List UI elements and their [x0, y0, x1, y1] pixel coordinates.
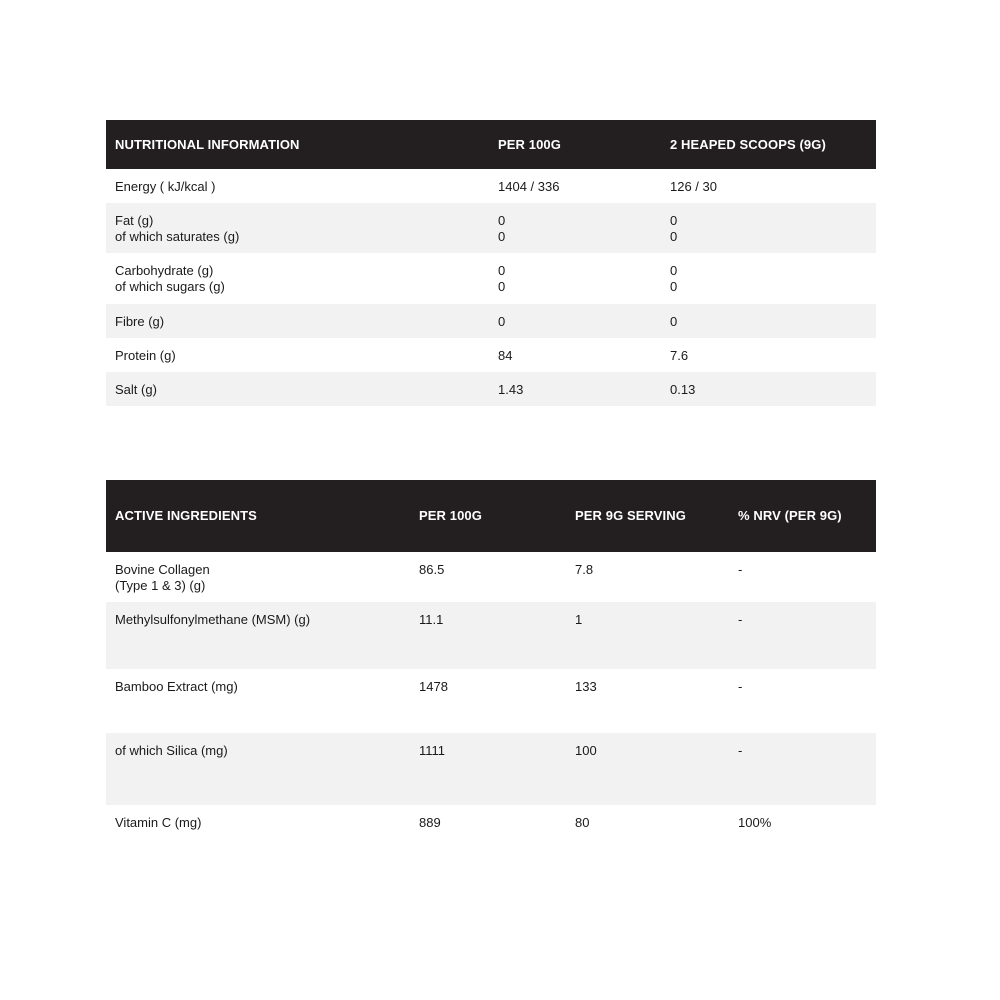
row-label: Fat (g) of which saturates (g) — [115, 213, 240, 244]
row-serving: 7.8 — [575, 562, 594, 577]
row-per100g: 1404 / 336 — [498, 179, 560, 194]
row-label: of which Silica (mg) — [115, 743, 228, 758]
row-serving: 0 0 — [670, 213, 678, 244]
row-label: Fibre (g) — [115, 314, 165, 329]
row-serving: 1 — [575, 612, 583, 627]
row-nrv: - — [738, 612, 743, 627]
row-nrv: - — [738, 562, 743, 577]
row-per100g: 84 — [498, 348, 513, 363]
row-per100g: 11.1 — [419, 612, 444, 627]
active-header-serving: PER 9G SERVING — [575, 508, 686, 523]
row-label: Protein (g) — [115, 348, 176, 363]
table-row — [106, 253, 876, 304]
row-nrv: - — [738, 679, 743, 694]
row-per100g: 0 0 — [498, 213, 506, 244]
table-row — [106, 169, 876, 203]
row-per100g: 889 — [419, 815, 441, 830]
nutrition-header-serving: 2 HEAPED SCOOPS (9G) — [670, 136, 826, 152]
active-header-row — [106, 480, 876, 552]
active-header-per100g: PER 100G — [419, 508, 482, 523]
table-row — [106, 304, 876, 338]
table-row — [106, 733, 876, 805]
row-serving: 0.13 — [670, 382, 696, 397]
row-label: Salt (g) — [115, 382, 157, 397]
row-per100g: 0 0 — [498, 263, 506, 294]
row-nrv: 100% — [738, 815, 772, 830]
row-serving: 100 — [575, 743, 597, 758]
row-nrv: - — [738, 743, 743, 758]
nutrition-table — [106, 120, 876, 406]
row-label: Methylsulfonylmethane (MSM) (g) — [115, 612, 311, 627]
table-row — [106, 552, 876, 602]
row-label: Bamboo Extract (mg) — [115, 679, 238, 694]
active-ingredients-table — [106, 480, 876, 845]
nutrition-header-label: NUTRITIONAL INFORMATION — [115, 136, 300, 152]
table-row — [106, 669, 876, 733]
row-label: Vitamin C (mg) — [115, 815, 202, 830]
active-header-label: ACTIVE INGREDIENTS — [115, 508, 257, 523]
row-per100g: 0 — [498, 314, 506, 329]
row-per100g: 86.5 — [419, 562, 445, 577]
table-row — [106, 203, 876, 253]
nutrition-header-per100g: PER 100G — [498, 136, 561, 152]
row-serving: 0 — [670, 314, 678, 329]
row-per100g: 1478 — [419, 679, 448, 694]
row-serving: 80 — [575, 815, 590, 830]
table-row — [106, 602, 876, 669]
table-row — [106, 372, 876, 406]
active-header-nrv: % NRV (PER 9G) — [738, 508, 842, 523]
row-serving: 7.6 — [670, 348, 689, 363]
row-label: Energy ( kJ/kcal ) — [115, 179, 216, 194]
row-serving: 133 — [575, 679, 597, 694]
row-label: Carbohydrate (g) of which sugars (g) — [115, 263, 225, 294]
row-per100g: 1.43 — [498, 382, 524, 397]
row-serving: 0 0 — [670, 263, 678, 294]
table-row — [106, 805, 876, 845]
row-per100g: 1111 — [419, 743, 446, 758]
row-label: Bovine Collagen (Type 1 & 3) (g) — [115, 562, 210, 593]
row-serving: 126 / 30 — [670, 179, 717, 194]
nutrition-header-row — [106, 120, 876, 169]
table-row — [106, 338, 876, 372]
